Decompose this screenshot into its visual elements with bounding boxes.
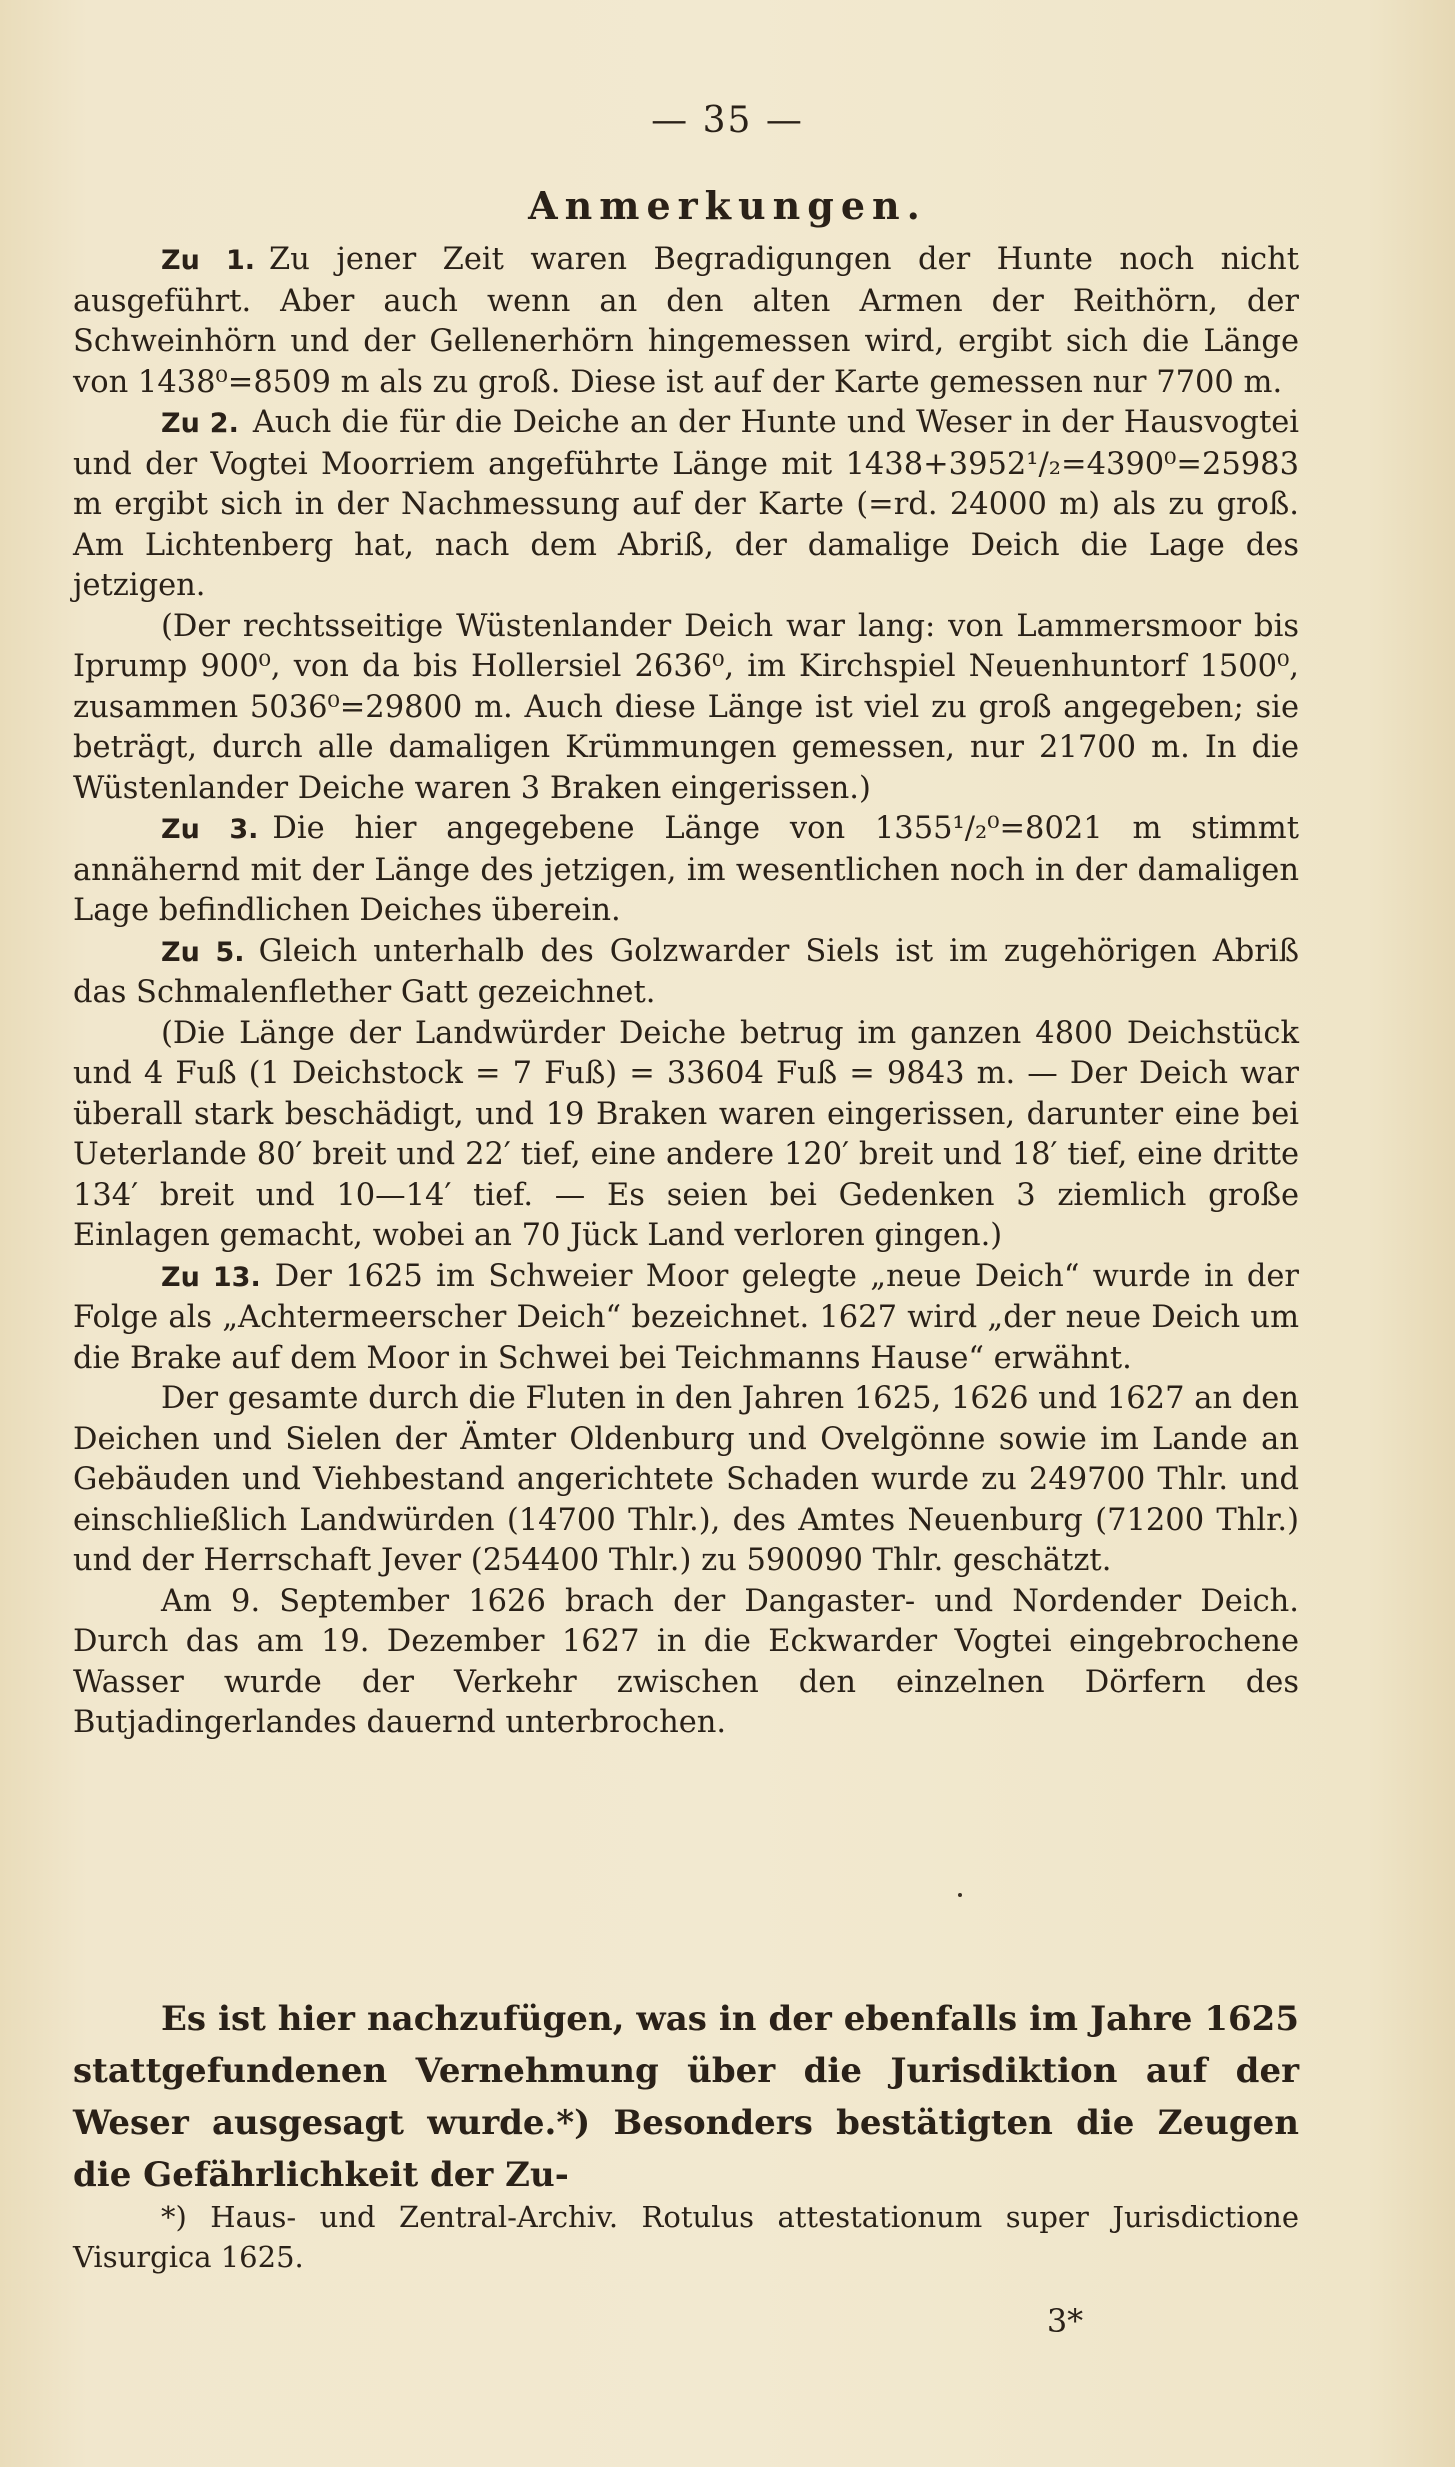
- note-label: Zu 2.: [161, 408, 239, 439]
- note-text: Zu jener Zeit waren Begradigungen der Hunte noch nicht ausgeführt. Aber auch wenn an den alten Armen der Reithörn, der Schweinhörn und der Gellenerhörn hingemessen wird, ergibt sich die Länge von 1438⁰=8509 m als zu groß. Diese ist auf der Karte gemessen nur 7700 m.: [73, 242, 1299, 400]
- section-heading: Anmerkungen.: [528, 183, 927, 228]
- print-speck: [958, 1893, 962, 1897]
- note-text: Gleich unterhalb des Golzwarder Siels ist im zugehörigen Abriß das Schmalenflether Gatt gezeichnet.: [73, 933, 1299, 1010]
- footnote: *) Haus- und Zentral-Archiv. Rotulus attestationum super Jurisdictione Visurgica 1625.: [73, 2200, 1299, 2274]
- note-text: Am 9. September 1626 brach der Dangaster- und Nordender Deich. Durch das am 19. Dezember 1627 in die Eckwarder Vogtei eingebrochene Wasser wurde der Verkehr zwischen den einzelnen Dörfern des Butjadingerlandes dauernd unterbrochen.: [73, 1583, 1299, 1740]
- note-zu-13: [73, 1257, 1299, 1380]
- note-text: Der gesamte durch die Fluten in den Jahren 1625, 1626 und 1627 an den Deichen und Sielen der Ämter Oldenburg und Ovelgönne sowie im Lande an Gebäuden und Viehbestand angerichtete Schaden wurde zu 249700 Thlr. und einschließlich Landwürden (14700 Thlr.), des Amtes Neuenburg (71200 Thlr.) und der Herrschaft Jever (254400 Thlr.) zu 590090 Thlr. geschätzt.: [73, 1381, 1299, 1578]
- note-text: (Der rechtsseitige Wüstenlander Deich war lang: von Lammersmoor bis Iprump 900⁰, von da bis Hollersiel 2636⁰, im Kirchspiel Neuenhuntorf 1500⁰, zusammen 5036⁰=29800 m. Auch diese Länge ist viel zu groß angegeben; sie beträgt, durch alle damaligen Krümmungen gemessen, nur 21700 m. In die Wüstenlander Deiche waren 3 Braken eingerissen.): [73, 608, 1299, 806]
- note-paragraph: [73, 1014, 1299, 1257]
- note-paragraph: [73, 1379, 1299, 1582]
- note-text: Auch die für die Deiche an der Hunte und Weser in der Hausvogtei und der Vogtei Moorriem angeführte Länge mit 1438+3952¹/₂=4390⁰=25983 m ergibt sich in der Nachmessung auf der Karte (=rd. 24000 m) als zu groß. Am Lichtenberg hat, nach dem Abriß, der damalige Deich die Lage des jetzigen.: [73, 405, 1300, 603]
- note-label: Zu 5.: [161, 936, 245, 968]
- note-paragraph: [73, 1582, 1299, 1744]
- note-text: (Die Länge der Landwürder Deiche betrug im ganzen 4800 Deichstück und 4 Fuß (1 Deichstock = 7 Fuß) = 33604 Fuß = 9843 m. — Der Deich war überall stark beschädigt, und 19 Braken waren eingerissen, darunter eine bei Ueterlande 80′ breit und 22′ tief, eine andere 120′ breit und 18′ tief, eine dritte 134′ breit und 10—14′ tief. — Es seien bei Gedenken 3 ziemlich große Einlagen gemacht, wobei an 70 Jück Land verloren gingen.): [73, 1015, 1299, 1253]
- note-text: Die hier angegebene Länge von 1355¹/₂⁰=8021 m stimmt annähernd mit der Länge des jetzigen, im wesentlichen noch in der damaligen Lage befindlichen Deiches überein.: [73, 811, 1299, 928]
- note-label: Zu 1.: [161, 245, 256, 276]
- sheet-signature: 3*: [1046, 2302, 1084, 2340]
- note-text: Der 1625 im Schweier Moor gelegte „neue Deich“ wurde in der Folge als „Achtermeerscher Deich“ bezeichnet. 1627 wird „der neue Deich um die Brake auf dem Moor in Schwei bei Teichmanns Hause“ erwähnt.: [73, 1258, 1300, 1376]
- note-zu-2: [73, 403, 1299, 607]
- note-paragraph: [73, 607, 1299, 810]
- note-zu-3: [73, 809, 1299, 932]
- note-label: Zu 3.: [161, 814, 259, 845]
- notes-section: [73, 240, 1299, 1744]
- main-paragraph: Es ist hier nachzufügen, was in der ebenfalls im Jahre 1625 stattgefundenen Vernehmung über die Jurisdiktion auf der Weser ausgesagt wurde.*) Besonders bestätigten die Zeugen die Gefährlichkeit der Zu-: [73, 1999, 1299, 2195]
- note-zu-5: [73, 932, 1299, 1014]
- note-label: Zu 13.: [161, 1261, 261, 1293]
- note-zu-1: [73, 240, 1299, 403]
- page-number: — 35 —: [651, 100, 804, 141]
